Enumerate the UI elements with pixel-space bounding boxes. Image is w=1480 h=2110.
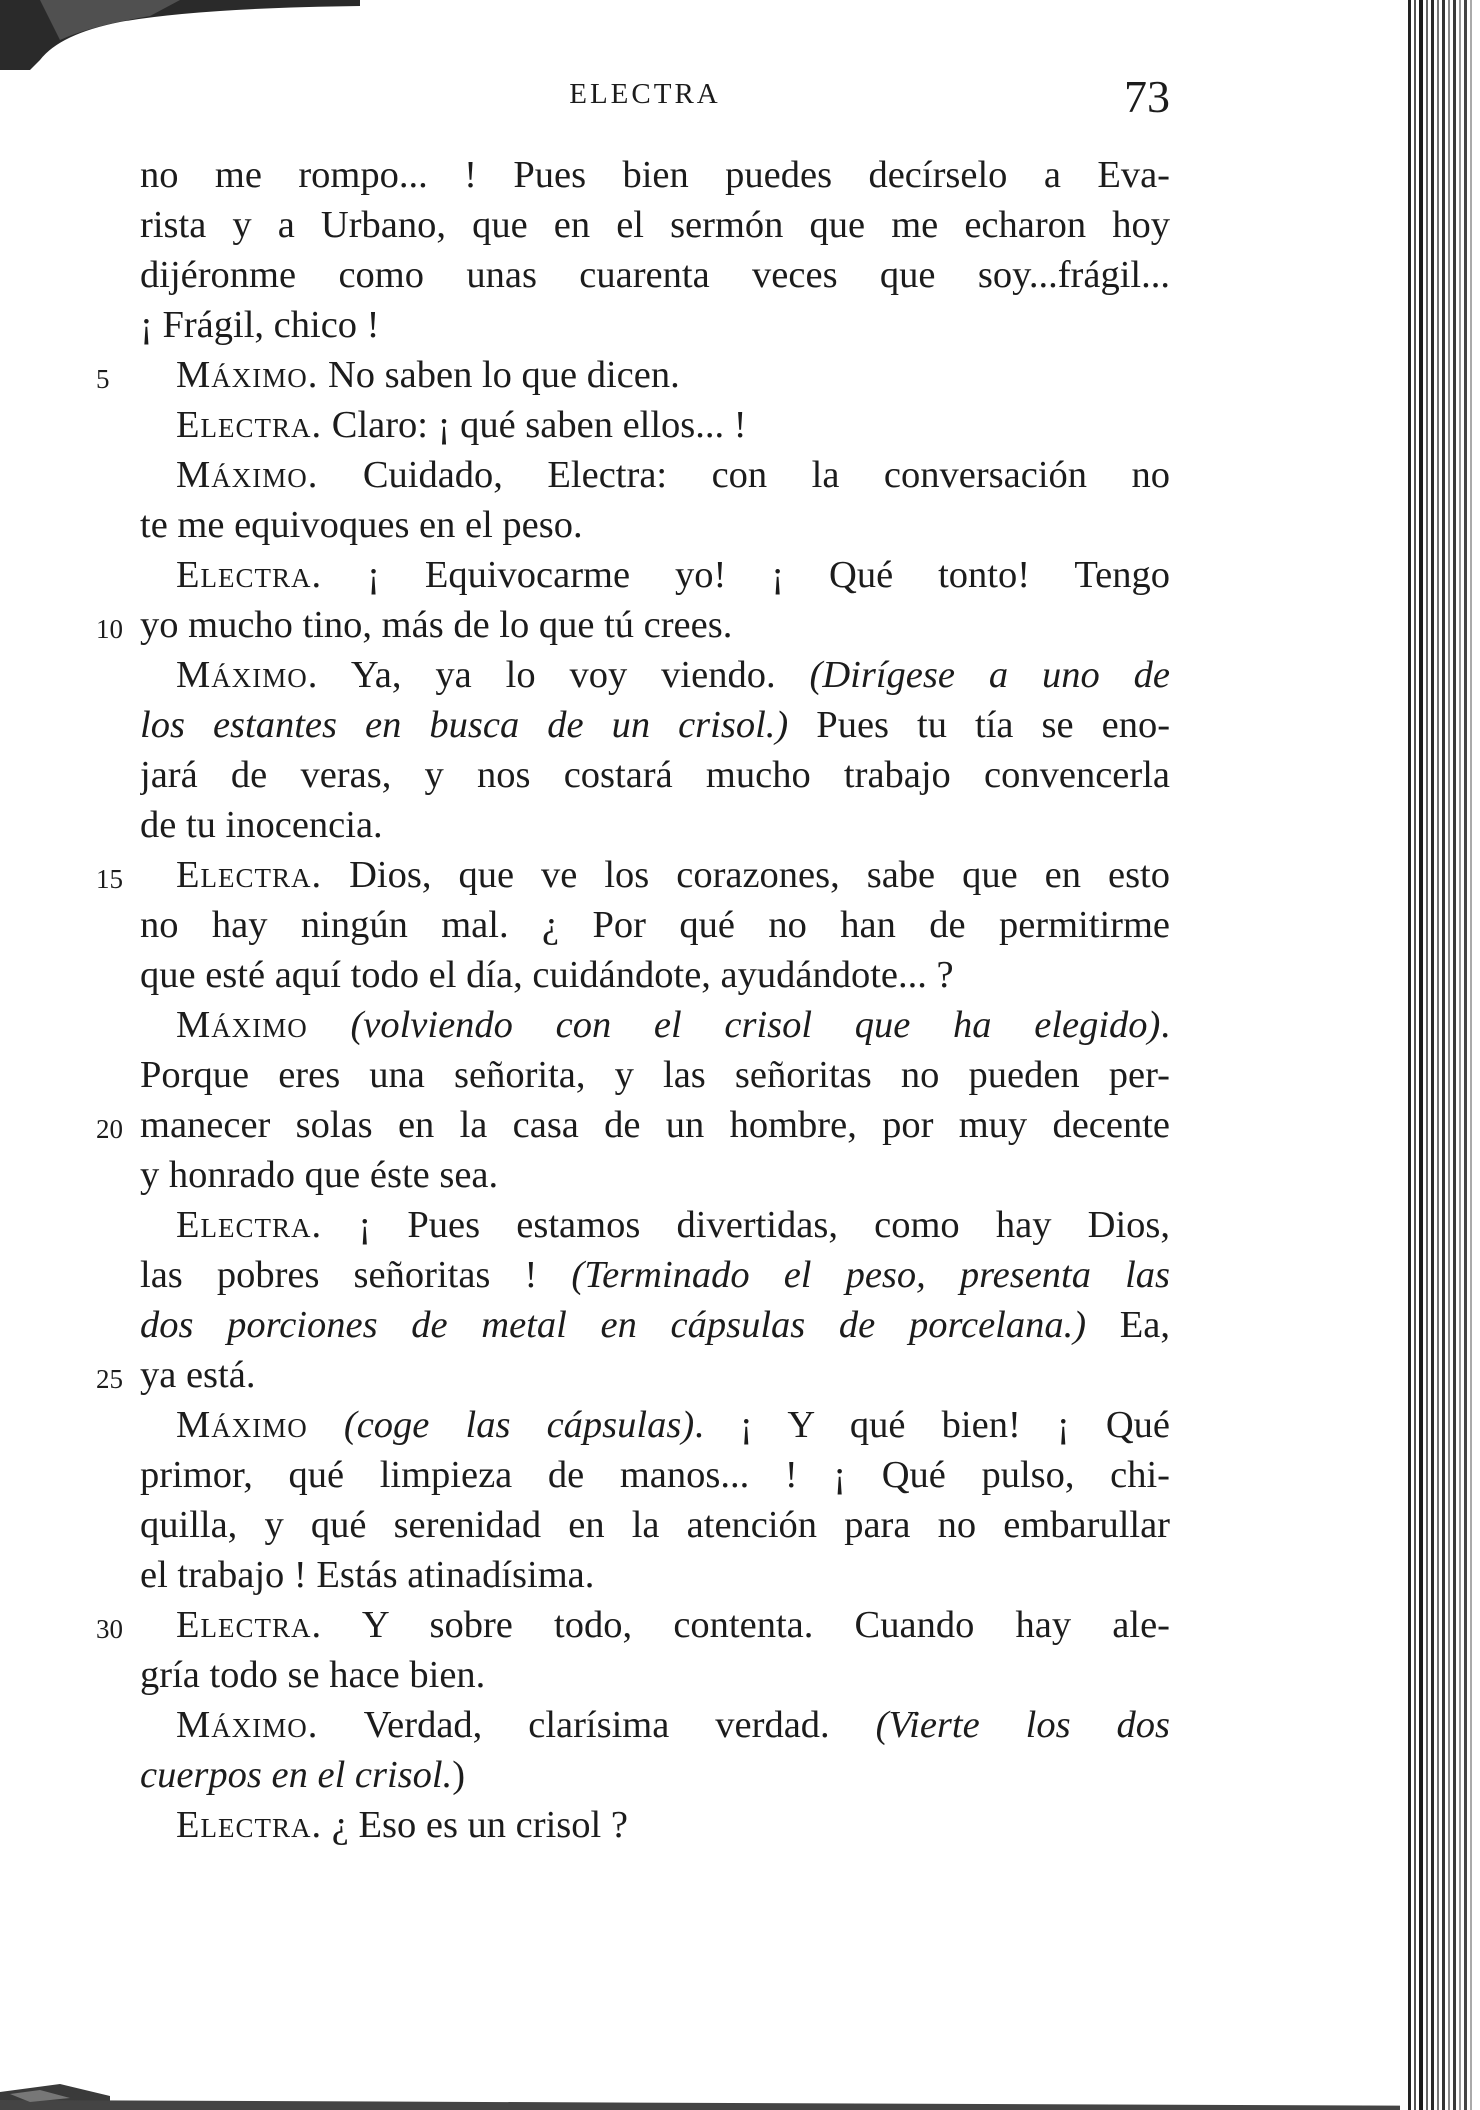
line-text: te me equivoques en el peso.	[140, 504, 583, 546]
line-text: No saben lo que dicen.	[327, 354, 680, 396]
line-text: Pues tu tía se eno-	[816, 704, 1170, 746]
stage-direction: (volviendo con el crisol que ha elegido)	[350, 1004, 1161, 1046]
line-text: jará de veras, y nos costará mucho trabajo convencerla	[140, 754, 1170, 796]
line-text: Dios, que ve los corazones, sabe que en esto	[349, 854, 1170, 896]
text-line	[96, 1100, 1170, 1150]
text-line	[96, 600, 1170, 650]
stage-direction: dos porciones de metal en cápsulas de porcelana.)	[140, 1304, 1087, 1346]
text-line	[140, 800, 1170, 850]
stage-direction: (Terminado el peso, presenta las	[571, 1254, 1170, 1296]
line-text: Verdad, clarísima verdad.	[363, 1704, 830, 1746]
text-line	[140, 1450, 1170, 1500]
text-line	[140, 900, 1170, 950]
line-text: rista y a Urbano, que en el sermón que me echaron hoy	[140, 204, 1170, 246]
text-line	[140, 250, 1170, 300]
line-number: 20	[96, 1114, 123, 1144]
line-text: dijéronme como unas cuarenta veces que soy...frágil...	[140, 254, 1170, 296]
text-line	[140, 1150, 1170, 1200]
line-text: primor, qué limpieza de manos... ! ¡ Qué pulso, chi-	[140, 1454, 1170, 1496]
stage-direction: los estantes en busca de un crisol.)	[140, 704, 789, 746]
line-text: Claro: ¡ qué saben ellos... !	[331, 404, 747, 446]
text-line	[140, 300, 1170, 350]
line-text: )	[452, 1754, 466, 1796]
text-line	[140, 400, 1170, 450]
line-text: Ya, ya lo voy viendo.	[350, 654, 776, 696]
line-number: 30	[96, 1614, 123, 1644]
text-line	[140, 550, 1170, 600]
line-text: ¡ Pues estamos divertidas, como hay Dios,	[358, 1204, 1170, 1246]
line-text: las pobres señoritas !	[140, 1254, 538, 1296]
text-line	[140, 750, 1170, 800]
text-line	[96, 850, 1170, 900]
running-header-title: ELECTRA	[569, 78, 721, 110]
line-text: Cuidado, Electra: con la conversación no	[362, 454, 1170, 496]
line-number: 15	[96, 864, 123, 894]
line-text: que esté aquí todo el día, cuidándote, ayudándote... ?	[140, 954, 954, 996]
text-line	[140, 1700, 1170, 1750]
line-text: no hay ningún mal. ¿ Por qué no han de permitirme	[140, 904, 1170, 946]
speaker-name: Máximo.	[176, 1704, 319, 1746]
line-number: 25	[96, 1364, 123, 1394]
page-number: 73	[1124, 71, 1170, 122]
speaker-name: Máximo.	[176, 354, 319, 396]
text-line	[140, 950, 1170, 1000]
scan-edge-artifact-top	[0, 0, 360, 70]
text-line	[140, 150, 1170, 200]
speaker-name: Electra.	[176, 554, 323, 596]
speaker-name: Máximo	[176, 1404, 308, 1446]
text-line	[140, 1800, 1170, 1850]
text-line	[140, 650, 1170, 700]
body-text	[96, 150, 1170, 1850]
line-text: el trabajo ! Estás atinadísima.	[140, 1554, 595, 1596]
text-line	[140, 500, 1170, 550]
stage-direction: (Dirígese a uno de	[809, 654, 1170, 696]
text-line	[96, 350, 1170, 400]
speaker-name: Electra.	[176, 404, 323, 446]
text-line	[140, 1500, 1170, 1550]
text-line	[140, 1050, 1170, 1100]
text-line	[140, 1300, 1170, 1350]
stage-direction: cuerpos en el crisol.	[140, 1754, 453, 1796]
book-binding-edge	[1400, 0, 1480, 2110]
text-line	[96, 1600, 1170, 1650]
line-text: y honrado que éste sea.	[140, 1154, 499, 1196]
line-text: manecer solas en la casa de un hombre, por muy decente	[140, 1104, 1170, 1146]
line-text: Y sobre todo, contenta. Cuando hay ale-	[361, 1604, 1170, 1646]
line-text: .	[1160, 1004, 1170, 1046]
speaker-name: Electra.	[176, 1604, 323, 1646]
line-number: 5	[96, 364, 110, 394]
speaker-name: Máximo	[176, 1004, 308, 1046]
line-text: Ea,	[1119, 1304, 1170, 1346]
speaker-name: Electra.	[176, 854, 323, 896]
line-text: ¿ Eso es un crisol ?	[331, 1804, 628, 1846]
text-line	[140, 1750, 1170, 1800]
speaker-name: Electra.	[176, 1204, 323, 1246]
text-line	[140, 1650, 1170, 1700]
text-line	[140, 1200, 1170, 1250]
line-text: de tu inocencia.	[140, 804, 383, 846]
line-text: . ¡ Y qué bien! ¡ Qué	[694, 1404, 1170, 1446]
line-text: quilla, y qué serenidad en la atención para no embarullar	[140, 1504, 1170, 1546]
speaker-name: Máximo.	[176, 654, 319, 696]
speaker-name: Electra.	[176, 1804, 323, 1846]
text-line	[140, 700, 1170, 750]
text-line	[140, 1550, 1170, 1600]
text-line	[140, 1400, 1170, 1450]
line-text: Porque eres una señorita, y las señoritas no pueden per-	[140, 1054, 1170, 1096]
speaker-name: Máximo.	[176, 454, 319, 496]
line-text: ¡ Frágil, chico !	[140, 304, 380, 346]
line-text: gría todo se hace bien.	[140, 1654, 486, 1696]
line-text: no me rompo... ! Pues bien puedes decírselo a Eva-	[140, 154, 1170, 196]
text-line	[140, 450, 1170, 500]
text-line	[96, 1350, 1170, 1400]
scan-edge-artifact-bottom	[0, 2070, 1480, 2110]
line-text: ¡ Equivocarme yo! ¡ Qué tonto! Tengo	[367, 554, 1170, 596]
text-line	[140, 1250, 1170, 1300]
line-text: ya está.	[140, 1354, 256, 1396]
stage-direction: (Vierte los dos	[875, 1704, 1170, 1746]
text-line	[140, 200, 1170, 250]
text-line	[140, 1000, 1170, 1050]
line-number: 10	[96, 614, 123, 644]
stage-direction: (coge las cápsulas)	[343, 1404, 695, 1446]
line-text: yo mucho tino, más de lo que tú crees.	[140, 604, 733, 646]
